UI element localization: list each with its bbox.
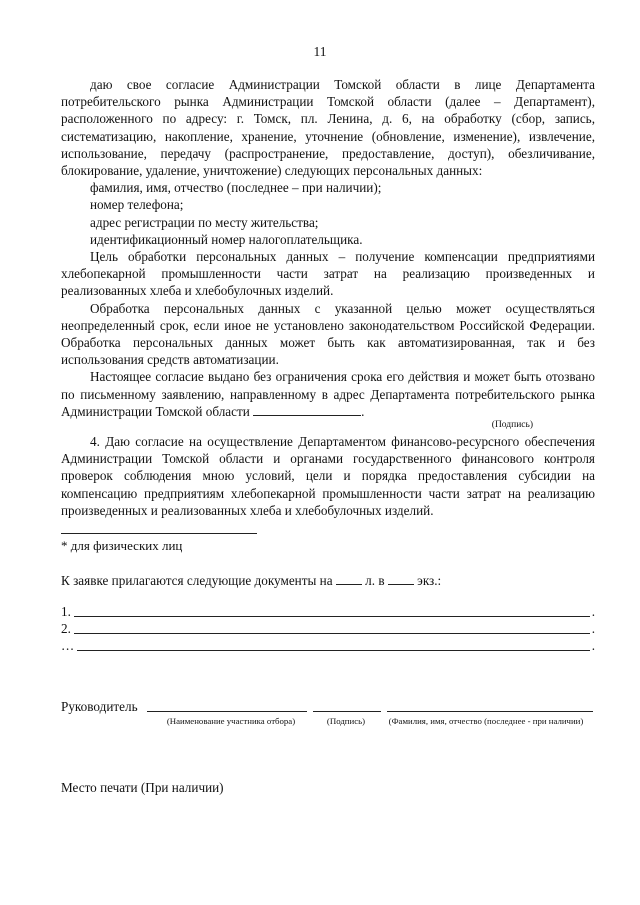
signatory-label: Руководитель bbox=[61, 699, 138, 714]
validity-text: Настоящее согласие выдано без ограничения срока его действия и может быть отозвано по письменному заявлению, направленному в адрес Департамента потребительского рынка Администрации Томской области bbox=[61, 369, 595, 419]
stamp-place: Место печати (При наличии) bbox=[61, 780, 224, 795]
org-name-blank[interactable] bbox=[147, 699, 307, 712]
document-line-2[interactable]: 2. . bbox=[61, 621, 595, 636]
page-number: 11 bbox=[313, 44, 327, 59]
document-line-rule bbox=[77, 650, 590, 651]
signature-blank-head[interactable] bbox=[313, 699, 381, 712]
document-line-label: … bbox=[61, 638, 75, 653]
data-item-inn: идентификационный номер налогоплательщика. bbox=[90, 231, 363, 247]
data-item-phone: номер телефона; bbox=[90, 197, 184, 213]
document-line-1[interactable]: 1. . bbox=[61, 604, 595, 619]
data-item-fio: фамилия, имя, отчество (последнее – при наличии); bbox=[90, 180, 382, 196]
document-line-rule bbox=[74, 633, 590, 634]
org-name-caption: (Наименование участника отбора) bbox=[166, 716, 296, 726]
signature-blank[interactable] bbox=[253, 403, 361, 416]
full-name-caption: (Фамилия, имя, отчество (последнее - при наличии) bbox=[388, 716, 584, 726]
document-body bbox=[61, 76, 595, 519]
term-paragraph: Обработка персональных данных с указанной целью может осуществляться неопределенный срок, если иное не установлено законодательством Российской Федерации. Обработка персональных данных может быть как автоматизированная, так и без использования средств автоматизации. bbox=[61, 300, 595, 368]
documents-list bbox=[61, 603, 595, 654]
attachment-line bbox=[61, 572, 441, 589]
document-line-label: 2. bbox=[61, 621, 71, 636]
consent-paragraph: даю свое согласие Администрации Томской области в лице Департамента потребительского рынка Администрации Томской области (далее – Департамент), расположенного по адресу: г. Томск, пл. Ленина, д. 6, на обработку (сбор, запись, систематизацию, накопление, хранение, уточнение (обновление, изменение), извлечение, использование, передачу (распространение, предоставление, доступ), обезличивание, блокирование, удаление, уничтожение) следующих персональных данных: bbox=[61, 77, 595, 179]
footnote: * для физических лиц bbox=[61, 538, 183, 553]
attachment-suffix: экз.: bbox=[417, 573, 442, 588]
attachment-prefix: К заявке прилагаются следующие документы на bbox=[61, 573, 333, 588]
document-line-3[interactable]: … . bbox=[61, 638, 595, 653]
signatory-block bbox=[61, 699, 595, 726]
attachment-mid: л. в bbox=[365, 573, 385, 588]
document-line-label: 1. bbox=[61, 604, 71, 619]
copies-blank[interactable] bbox=[388, 572, 414, 585]
purpose-paragraph: Цель обработки персональных данных – получение компенсации предприятиями хлебопекарной промышленности части затрат на реализацию произведенных и реализованных хлеба и хлебобулочных изделий. bbox=[61, 249, 595, 299]
data-item-address: адрес регистрации по месту жительства; bbox=[90, 214, 319, 230]
signature-caption-head: (Подпись) bbox=[326, 716, 366, 726]
validity-paragraph: Настоящее согласие выдано без ограничения срока его действия и может быть отозвано по письменному заявлению, направленному в адрес Департамента потребительского рынка Администрации Томской области . bbox=[61, 369, 595, 419]
footnote-divider bbox=[61, 533, 257, 534]
section-4-paragraph: 4. Даю согласие на осуществление Департаментом финансово-ресурсного обеспечения Администрации Томской области и органами государственного финансового контроля проверок соблюдения мною условий, цели и порядка предоставления субсидии на компенсацию предприятиям хлебопекарной промышленности части затрат на реализацию произведенных и реализованных хлеба и хлебобулочных изделий. bbox=[61, 434, 595, 518]
signature-caption: (Подпись) bbox=[491, 420, 533, 431]
document-line-rule bbox=[74, 616, 590, 617]
pages-blank[interactable] bbox=[336, 572, 362, 585]
full-name-blank[interactable] bbox=[387, 699, 593, 712]
